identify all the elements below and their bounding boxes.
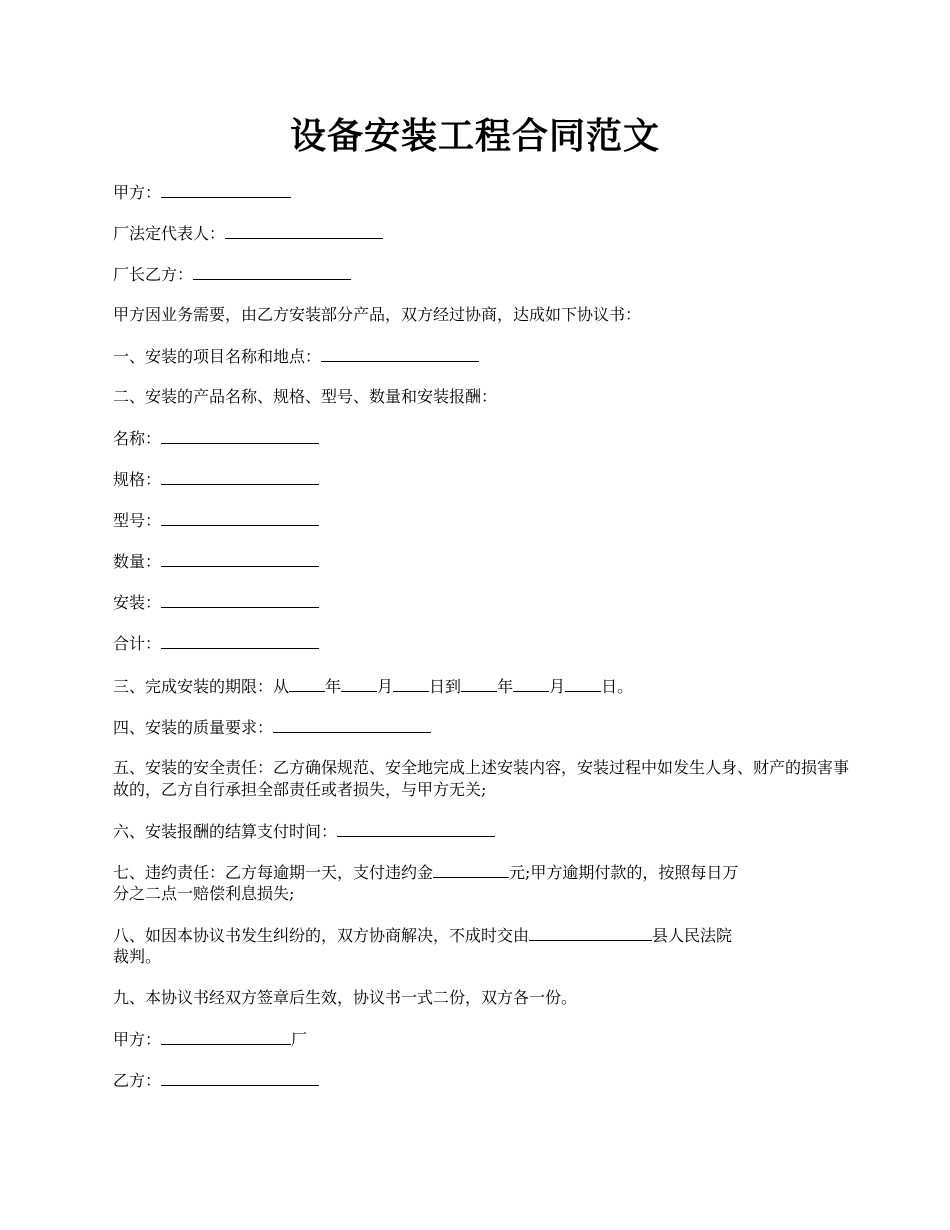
clause-1-text: 一、安装的项目名称和地点： [113,347,322,366]
legal-rep-line [113,222,853,245]
signature-b-label: 乙方： [113,1071,162,1090]
model-label: 型号： [113,511,162,530]
court-blank [529,924,652,941]
clause-1 [113,345,853,368]
model-blank [161,509,319,526]
clause-5: 五、安装的安全责任：乙方确保规范、安全地完成上述安装内容，安装过程中如发生人身、财产的损害事故的，乙方自行承担全部责任或者损失，与甲方无关; [113,758,850,799]
clause-6-text: 六、安装报酬的结算支付时间： [113,822,338,841]
end-year-label: 年 [497,677,514,696]
party-b-blank [193,263,351,280]
start-year-blank [289,675,325,692]
spec-blank [161,468,319,485]
clause-8-part1: 八、如因本协议书发生纠纷的，双方协商解决，不成时交由 [113,926,530,945]
signature-a-label: 甲方： [113,1030,162,1049]
clause-7 [113,861,853,884]
start-month-label: 月 [377,677,394,696]
signature-a-blank [161,1028,291,1045]
clause-9: 九、本协议书经双方签章后生效，协议书一式二份，双方各一份。 [113,988,578,1007]
signature-b-line [113,1069,853,1092]
clause-6-blank [337,820,495,837]
start-year-label: 年 [325,677,342,696]
legal-rep-blank [225,222,383,239]
start-day-blank [393,675,429,692]
party-a-line [113,181,853,204]
day-end-label: 日。 [601,677,634,696]
end-day-blank [565,675,601,692]
end-month-label: 月 [549,677,566,696]
clause-4 [113,716,853,739]
day-to-label: 日到 [429,677,462,696]
clause-1-blank [321,345,479,362]
clause-4-blank [273,716,431,733]
clause-3-prefix: 三、完成安装的期限：从 [113,677,290,696]
party-b-line [113,263,853,286]
document-title: 设备安装工程合同范文 [289,115,660,157]
penalty-blank [433,861,509,878]
name-blank [161,427,319,444]
party-a-blank [161,181,291,198]
signature-a-suffix: 厂 [291,1030,308,1049]
signature-a-line [113,1028,853,1051]
total-label: 合计： [113,634,162,653]
total-line [113,632,853,655]
install-label: 安装： [113,593,162,612]
clause-3 [113,675,853,698]
quantity-blank [161,550,319,567]
clause-7-line-2: 分之二点一赔偿利息损失; [113,884,295,903]
party-b-label: 厂长乙方： [113,265,194,284]
end-year-blank [461,675,497,692]
start-month-blank [341,675,377,692]
quantity-line [113,550,853,573]
model-line [113,509,853,532]
name-label: 名称： [113,429,162,448]
signature-b-blank [161,1069,319,1086]
quantity-label: 数量： [113,552,162,571]
clause-8 [113,924,853,947]
clause-6 [113,820,853,843]
install-blank [161,591,319,608]
end-month-blank [513,675,549,692]
clause-2: 二、安装的产品名称、规格、型号、数量和安装报酬： [113,387,498,406]
clause-7-part1: 七、违约责任：乙方每逾期一天，支付违约金 [113,863,434,882]
install-line [113,591,853,614]
spec-label: 规格： [113,470,162,489]
total-blank [161,632,319,649]
name-line [113,427,853,450]
clause-7-part2: 元;甲方逾期付款的，按照每日万 [509,863,739,882]
clause-8-line-2: 裁判。 [113,947,162,966]
spec-line [113,468,853,491]
legal-rep-label: 厂法定代表人： [113,224,226,243]
party-a-label: 甲方： [113,183,162,202]
clause-4-text: 四、安装的质量要求： [113,718,274,737]
intro-paragraph: 甲方因业务需要，由乙方安装部分产品，双方经过协商，达成如下协议书： [113,305,642,324]
clause-8-part2: 县人民法院 [652,926,733,945]
